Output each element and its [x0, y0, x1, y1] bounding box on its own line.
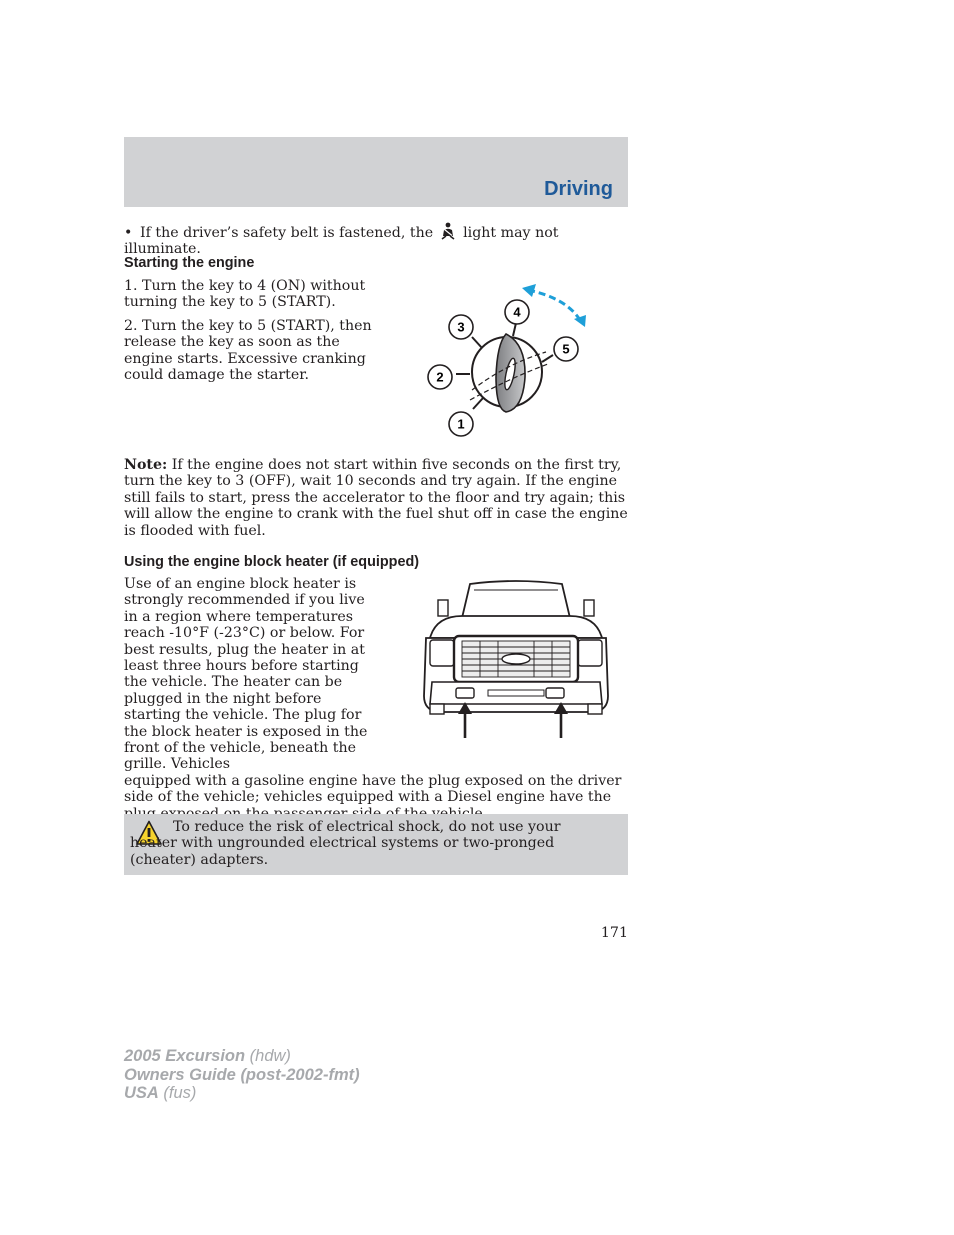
mirror-left: [438, 600, 448, 616]
ignition-key-figure: [410, 282, 600, 442]
step-1: 1. Turn the key to 4 (ON) without turning the key to 5 (START).: [124, 278, 366, 311]
tick-3: [472, 337, 482, 348]
heater-text-wrapped: Use of an engine block heater is strongly recommended if you live in a region where temperatures reach -10°F (-23°C) or below. For best results, plug the heater in at least three hours before starting the vehicle. The heater can be plugged in the night before starting the vehicle. The plug for the block heater is exposed in the front of the vehicle, beneath the grille. Vehicles: [124, 576, 368, 773]
svg-text:2: 2: [436, 369, 444, 385]
warning-text: To reduce the risk of electrical shock, do not use your heater with ungrounded electrical systems or two-pronged (cheater) adapters.: [130, 819, 561, 868]
seatbelt-icon: [437, 222, 459, 240]
fog-light-right: [546, 688, 564, 698]
page-number: 171: [600, 925, 628, 941]
truck-hood: [430, 616, 602, 638]
bullet-text-after: light may not illuminate.: [124, 225, 559, 258]
mirror-right: [584, 600, 594, 616]
section-title: Driving: [544, 178, 613, 200]
footer-line-2: Owners Guide (post-2002-fmt): [124, 1065, 360, 1084]
tick-4: [513, 323, 516, 336]
bullet-text-before: If the driver’s safety belt is fastened, the: [140, 225, 434, 241]
note-label: Note:: [124, 457, 168, 473]
document-footer: [124, 1047, 360, 1103]
headlight-left: [430, 640, 454, 666]
footer-line-1: 2005 Excursion (hdw): [124, 1047, 291, 1065]
headlight-right: [578, 640, 602, 666]
rotation-arrow: [528, 290, 580, 320]
tick-1: [473, 398, 483, 409]
heading-block-heater: Using the engine block heater (if equipped): [124, 554, 420, 570]
starting-steps: [124, 278, 376, 390]
section-header-band: [124, 137, 628, 207]
label-1-circle: [449, 412, 473, 436]
heater-text-full: equipped with a gasoline engine have the plug exposed on the driver side of the vehicle; vehicles equipped with a Diesel engine have the: [124, 772, 622, 806]
bullet-dot: •: [124, 225, 133, 241]
footer-line-3: USA (fus): [124, 1084, 197, 1102]
heading-starting-engine: Starting the engine: [124, 255, 255, 271]
note-text: If the engine does not start within five seconds on the first try, turn the key to 3 (OFF), wait 10 seconds and try again. If the engine still fails to start, press the accelerator to the floor and try again; this will allow the engine to crank with the fuel shut off in case the engine is flooded with fuel.: [124, 457, 628, 539]
tire-left: [430, 704, 444, 714]
label-2-circle: [428, 365, 452, 389]
truck-front-figure: [418, 578, 614, 740]
step-2: 2. Turn the key to 5 (START), then release the key as soon as the engine starts. Excessive cranking could damage the starter.: [124, 317, 372, 384]
brand-emblem: [502, 654, 530, 664]
svg-text:5: 5: [562, 341, 570, 357]
label-3-circle: [449, 315, 473, 339]
tire-right: [588, 704, 602, 714]
svg-text:3: 3: [457, 319, 465, 335]
fog-light-left: [456, 688, 474, 698]
arrowhead-right-icon: [574, 315, 586, 327]
label-4-circle: [505, 300, 529, 324]
arrowhead-left-icon: [522, 284, 536, 297]
truck-cab: [462, 581, 570, 618]
svg-text:4: 4: [513, 304, 521, 320]
warning-callout: [124, 814, 628, 875]
label-5-circle: [554, 337, 578, 361]
note-paragraph: [124, 457, 628, 539]
svg-text:1: 1: [457, 416, 465, 432]
tick-5: [542, 355, 553, 362]
bullet-seatbelt-note: [124, 222, 628, 258]
